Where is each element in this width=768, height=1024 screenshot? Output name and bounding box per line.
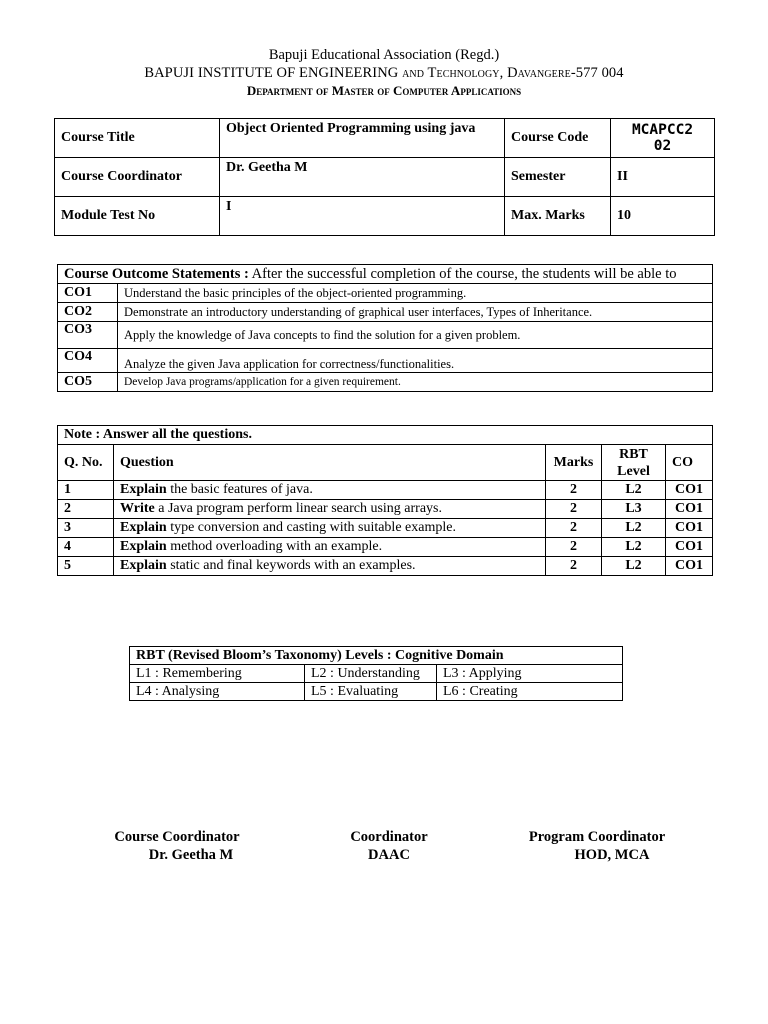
question-text — [114, 557, 546, 576]
outcome-id: CO2 — [58, 303, 118, 322]
outcomes-heading-row — [58, 265, 713, 284]
rbt-level: L3 : Applying — [437, 665, 623, 683]
question-header: Question — [114, 445, 546, 481]
outcomes-heading-bold: Course Outcome Statements : — [64, 265, 249, 282]
outcome-row — [58, 373, 713, 392]
rbt-levels-table — [129, 646, 623, 701]
signature-role: Course Coordinator — [114, 829, 240, 845]
course-code-label: Course Code — [505, 119, 611, 158]
coordinator-value: Dr. Geetha M — [220, 158, 505, 197]
module-test-label: Module Test No — [55, 197, 220, 236]
institute-name-part: BAPUJI INSTITUTE OF ENGINEERING — [144, 65, 399, 81]
question-number: 4 — [58, 538, 114, 557]
module-test-value: I — [220, 197, 505, 236]
outcome-statement: Demonstrate an introductory understanding of graphical user interfaces, Types of Inheritance. — [118, 303, 713, 322]
course-title-label: Course Title — [55, 119, 220, 158]
question-rbt-level: L2 — [602, 538, 666, 557]
module-test-row — [55, 197, 715, 236]
qno-header: Q. No. — [58, 445, 114, 481]
signature-role: Coordinator — [350, 829, 428, 845]
question-verb: Write — [120, 501, 155, 516]
institute-name-part: avangere — [517, 65, 571, 81]
signature-name: HOD, MCA — [574, 847, 650, 863]
course-info-table — [54, 118, 715, 236]
question-number: 1 — [58, 481, 114, 500]
question-co: CO1 — [666, 519, 713, 538]
signature-name: DAAC — [368, 847, 410, 863]
question-rbt-level: L2 — [602, 557, 666, 576]
co-header: CO — [666, 445, 713, 481]
outcome-id: CO4 — [58, 349, 118, 373]
rbt-level-header — [602, 445, 666, 481]
question-co: CO1 — [666, 500, 713, 519]
outcome-statement: Apply the knowledge of Java concepts to find the solution for a given problem. — [118, 322, 713, 349]
signature-coordinator — [314, 828, 464, 864]
question-row — [58, 500, 713, 519]
question-number: 3 — [58, 519, 114, 538]
signature-course-coordinator — [96, 828, 286, 864]
question-marks: 2 — [546, 538, 602, 557]
question-text — [114, 500, 546, 519]
signature-program-coordinator — [512, 828, 712, 864]
course-title-value: Object Oriented Programming using java — [220, 119, 505, 158]
course-code-part: 02 — [653, 138, 672, 154]
institute-name-part: , D — [499, 65, 518, 81]
question-text — [114, 538, 546, 557]
question-header-row — [58, 445, 713, 481]
outcomes-heading — [58, 265, 713, 284]
rbt-level: L2 : Understanding — [305, 665, 437, 683]
question-row — [58, 481, 713, 500]
question-row — [58, 538, 713, 557]
institute-name — [0, 65, 768, 82]
outcome-id: CO5 — [58, 373, 118, 392]
question-verb: Explain — [120, 520, 167, 535]
rbt-title-row — [130, 647, 623, 665]
question-marks: 2 — [546, 481, 602, 500]
course-title-row — [55, 119, 715, 158]
question-body: a Java program perform linear search using arrays. — [154, 501, 443, 516]
signature-role: Program Coordinator — [528, 829, 666, 845]
max-marks-value: 10 — [611, 197, 715, 236]
question-row — [58, 557, 713, 576]
question-verb: Explain — [120, 482, 167, 497]
marks-header: Marks — [546, 445, 602, 481]
rbt-level-header-part: RBT — [619, 446, 648, 462]
question-number: 5 — [58, 557, 114, 576]
outcome-row — [58, 284, 713, 303]
outcome-statement: Develop Java programs/application for a given requirement. — [118, 373, 713, 392]
association-name: Bapuji Educational Association (Regd.) — [268, 47, 500, 63]
coordinator-label: Course Coordinator — [55, 158, 220, 197]
outcomes-heading-text: After the successful completion of the course, the students will be able to — [248, 265, 677, 282]
outcome-id: CO3 — [58, 322, 118, 349]
semester-label: Semester — [505, 158, 611, 197]
course-code-value — [611, 119, 715, 158]
question-row — [58, 519, 713, 538]
department-name: Department of Master of Computer Applications — [246, 83, 522, 98]
question-marks: 2 — [546, 500, 602, 519]
semester-value: II — [611, 158, 715, 197]
question-text — [114, 519, 546, 538]
rbt-levels-row — [130, 683, 623, 701]
question-rbt-level: L3 — [602, 500, 666, 519]
question-body: static and final keywords with an examples. — [166, 558, 416, 573]
question-verb: Explain — [120, 558, 167, 573]
questions-table — [57, 425, 713, 576]
question-verb: Explain — [120, 539, 167, 554]
outcome-row — [58, 349, 713, 373]
rbt-level: L1 : Remembering — [130, 665, 305, 683]
rbt-level: L6 : Creating — [437, 683, 623, 701]
question-body: the basic features of java. — [166, 482, 313, 497]
question-co: CO1 — [666, 557, 713, 576]
question-co: CO1 — [666, 538, 713, 557]
question-body: type conversion and casting with suitable example. — [166, 520, 456, 535]
outcome-id: CO1 — [58, 284, 118, 303]
outcome-statement: Understand the basic principles of the object-oriented programming. — [118, 284, 713, 303]
question-text — [114, 481, 546, 500]
note-text: Note : Answer all the questions. — [58, 426, 713, 445]
institute-name-part: echnology — [436, 65, 500, 81]
rbt-levels-row — [130, 665, 623, 683]
note-row — [58, 426, 713, 445]
institute-name-part: and — [402, 65, 425, 81]
question-marks: 2 — [546, 519, 602, 538]
question-marks: 2 — [546, 557, 602, 576]
institute-name-part: T — [427, 65, 437, 81]
question-co: CO1 — [666, 481, 713, 500]
outcome-statement: Analyze the given Java application for correctness/functionalities. — [118, 349, 713, 373]
question-number: 2 — [58, 500, 114, 519]
question-body: method overloading with an example. — [166, 539, 383, 554]
outcome-row — [58, 303, 713, 322]
rbt-level: L4 : Analysing — [130, 683, 305, 701]
course-code-part: MCAPCC2 — [631, 122, 694, 138]
signature-name: Dr. Geetha M — [148, 847, 234, 863]
outcome-row — [58, 322, 713, 349]
institute-name-part: -577 004 — [570, 65, 624, 81]
rbt-level-header-part: Level — [617, 463, 650, 479]
question-rbt-level: L2 — [602, 519, 666, 538]
question-rbt-level: L2 — [602, 481, 666, 500]
course-coordinator-row — [55, 158, 715, 197]
rbt-level: L5 : Evaluating — [305, 683, 437, 701]
rbt-title: RBT (Revised Bloom’s Taxonomy) Levels : Cognitive Domain — [130, 647, 623, 665]
max-marks-label: Max. Marks — [505, 197, 611, 236]
course-outcomes-table — [57, 264, 713, 392]
